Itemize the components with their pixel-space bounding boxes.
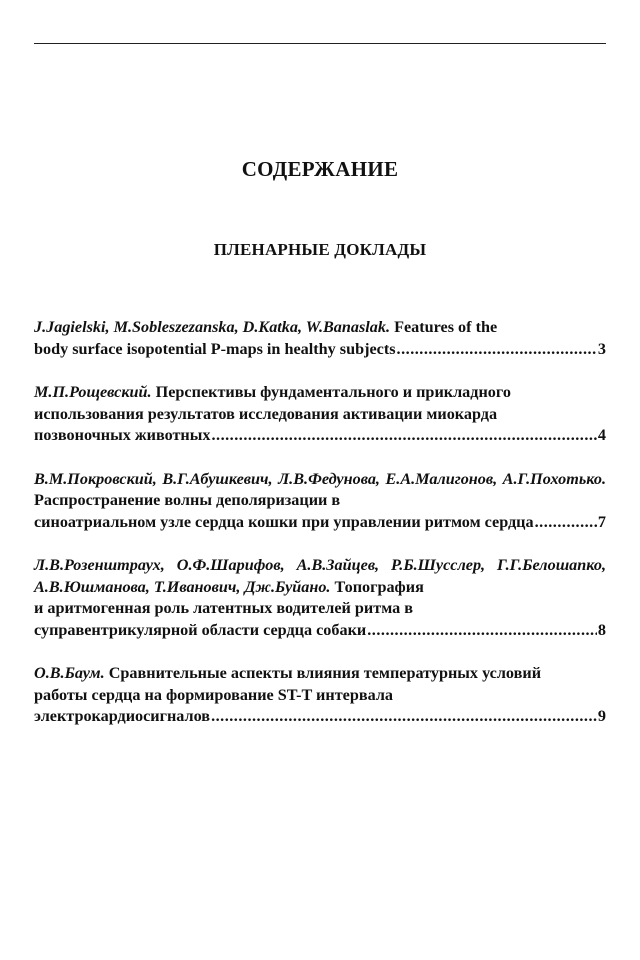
- entry-authors: J.Jagielski, M.Sobleszezanska, D.Katka, W.Banaslak.: [34, 318, 391, 336]
- toc-entry: [34, 469, 606, 534]
- entry-authors: В.М.Покровский, В.Г.Абушкевич, Л.В.Федунова, Е.А.Малигонов, А.Г.Похотько.: [34, 469, 606, 488]
- entry-title-end: суправентрикулярной области сердца собаки: [34, 620, 367, 639]
- entry-page-number: 7: [597, 512, 606, 531]
- entry-title-end: позвоночных животных: [34, 426, 211, 444]
- entry-title: использования результатов исследования активации миокарда: [34, 404, 498, 423]
- toc-entry: [34, 382, 606, 447]
- entry-title-end: body surface isopotential P-maps in healthy subjects: [34, 339, 396, 358]
- dot-leader: [211, 706, 597, 728]
- entry-authors: О.В.Баум.: [34, 664, 105, 682]
- dot-leader: [535, 512, 597, 534]
- entry-page-number: 9: [597, 707, 606, 725]
- entry-title-end: электрокардиосигналов: [34, 707, 211, 725]
- toc-entry: [34, 555, 606, 641]
- entry-page-number: 3: [597, 339, 606, 358]
- entry-title: Перспективы фундаментального и прикладного: [155, 383, 511, 401]
- toc-entry: [34, 317, 606, 360]
- entry-title: Топография: [334, 577, 424, 596]
- entry-authors: Л.В.Розенштраух, О.Ф.Шарифов, А.В.Зайцев, Р.Б.Шусслер, Г.Г.Белошапко, А.В.Юшманова, Т.Иванович, Дж.Буйано.: [34, 556, 606, 596]
- toc-entry: [34, 663, 606, 728]
- entry-title: и аритмогенная роль латентных водителей ритма в: [34, 599, 414, 617]
- entry-page-number: 8: [597, 620, 606, 639]
- dot-leader: [211, 425, 596, 447]
- top-rule: [34, 43, 606, 44]
- entry-title: Сравнительные аспекты влияния температурных условий: [108, 664, 542, 682]
- entry-title: Распространение волны деполяризации в: [34, 491, 341, 509]
- entry-title: Features of the: [394, 318, 498, 336]
- toc-list: [34, 317, 606, 750]
- entry-title-end: синоатриальном узле сердца кошки при управлении ритмом сердца: [34, 512, 534, 531]
- entry-title: работы сердца на формирование ST-T интервала: [34, 685, 393, 704]
- section-title: ПЛЕНАРНЫЕ ДОКЛАДЫ: [213, 240, 427, 259]
- dot-leader: [397, 339, 597, 361]
- entry-authors: М.П.Рощевский.: [34, 383, 152, 401]
- dot-leader: [367, 620, 597, 642]
- page-title: СОДЕРЖАНИЕ: [241, 157, 399, 181]
- entry-page-number: 4: [597, 426, 606, 444]
